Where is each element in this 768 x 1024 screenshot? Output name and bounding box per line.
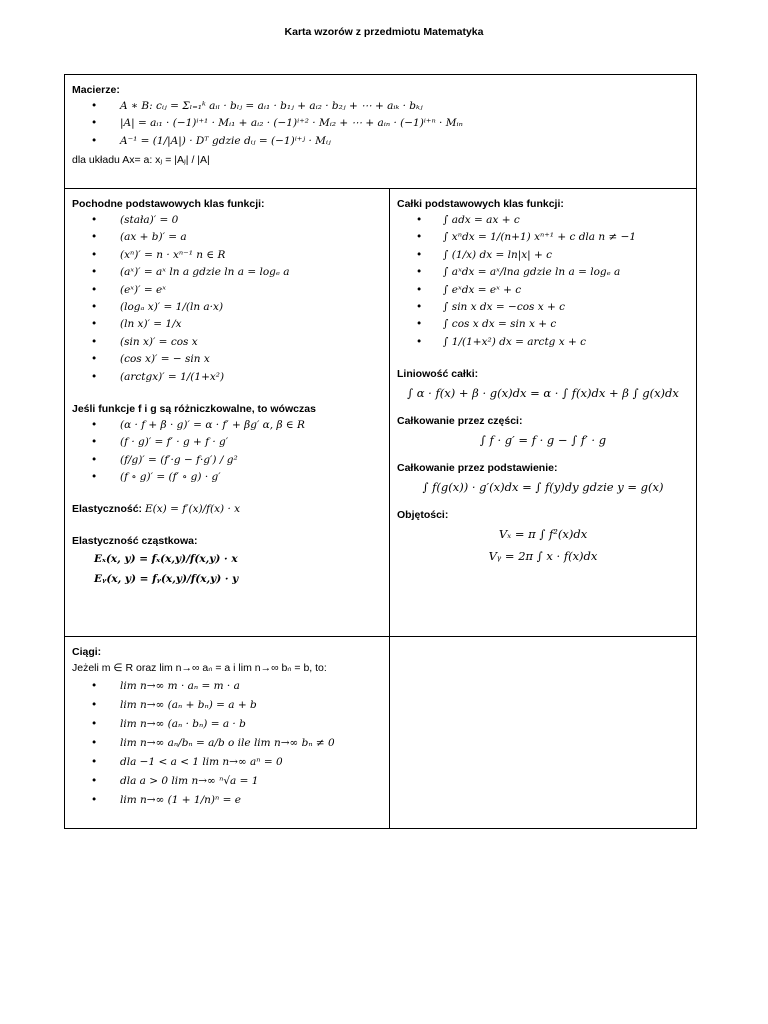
derivative-rule: • (f/g)′ = (f′·g − f·g′) / g² bbox=[72, 452, 382, 469]
integrals-section bbox=[390, 189, 696, 637]
linearity-heading: Liniowość całki: bbox=[397, 368, 479, 381]
inverse-matrix-formula: • A⁻¹ = (1/|A|) · Dᵀ gdzie dᵢⱼ = (−1)ⁱ⁺ʲ · Mᵢⱼ bbox=[72, 133, 689, 150]
elasticity-label: Elastyczność: bbox=[72, 502, 143, 515]
volume-formula-x: Vₓ = π ∫ f²(x)dx bbox=[498, 527, 588, 542]
elasticity-formula: E(x) = f′(x)/f(x) · x bbox=[144, 502, 241, 515]
limit-rule: • lim n→∞ aₙ/bₙ = a/b o ile lim n→∞ bₙ ≠ 0 bbox=[72, 734, 382, 753]
derivative-item: • (xⁿ)′ = n · xⁿ⁻¹ n ∈ R bbox=[72, 247, 382, 264]
substitution-heading: Całkowanie przez podstawienie: bbox=[397, 462, 558, 475]
limit-rule: • dla a > 0 lim n→∞ ⁿ√a = 1 bbox=[72, 772, 382, 791]
derivative-item: • (arctgx)′ = 1/(1+x²) bbox=[72, 369, 382, 386]
integral-item: • ∫ eˣdx = eˣ + c bbox=[397, 282, 689, 299]
integration-by-parts-formula: ∫ f · g′ = f · g − ∫ f′ · g bbox=[479, 433, 607, 448]
partial-elasticity-x: Eₓ(x, y) = fₓ(x,y)/f(x,y) · x bbox=[94, 552, 238, 565]
partial-elasticity-y: Eᵧ(x, y) = fᵧ(x,y)/f(x,y) · y bbox=[94, 572, 239, 585]
limit-rule: • lim n→∞ (aₙ + bₙ) = a + b bbox=[72, 696, 382, 715]
derivative-item: • (ln x)′ = 1/x bbox=[72, 316, 382, 333]
derivative-rule: • (f · g)′ = f′ · g + f · g′ bbox=[72, 434, 382, 451]
derivative-item: • (aˣ)′ = aˣ ln a gdzie ln a = logₑ a bbox=[72, 264, 382, 281]
derivatives-list bbox=[72, 212, 382, 386]
derivative-rule: • (α · f + β · g)′ = α · f′ + βg′ α, β ∈ R bbox=[72, 417, 382, 434]
integral-item: • ∫ xⁿdx = 1/(n+1) xⁿ⁺¹ + c dla n ≠ −1 bbox=[397, 229, 689, 246]
elasticity-row bbox=[72, 501, 382, 518]
matrix-product-formula: • A ∗ B: cᵢⱼ = Σₗ₌₁ᵏ aᵢₗ · bₗⱼ = aᵢ₁ · b₁ⱼ + aᵢ₂ · b₂ⱼ + ⋯ + aᵢₖ · bₖⱼ bbox=[72, 98, 689, 115]
substitution-formula: ∫ f(g(x)) · g′(x)dx = ∫ f(y)dy gdzie y = g(x) bbox=[422, 480, 664, 495]
derivative-item: • (ax + b)′ = a bbox=[72, 229, 382, 246]
derivatives-section bbox=[65, 189, 390, 637]
integral-item: • ∫ adx = ax + c bbox=[397, 212, 689, 229]
limit-rule: • lim n→∞ (aₙ · bₙ) = a · b bbox=[72, 715, 382, 734]
integral-item: • ∫ sin x dx = −cos x + c bbox=[397, 299, 689, 316]
derivatives-heading: Pochodne podstawowych klas funkcji: bbox=[72, 198, 265, 210]
sequences-section bbox=[65, 637, 390, 828]
matrices-section bbox=[65, 75, 696, 189]
linearity-formula: ∫ α · f(x) + β · g(x)dx = α · ∫ f(x)dx + β ∫ g(x)dx bbox=[407, 386, 679, 401]
derivative-rule: • (f ∘ g)′ = (f′ ∘ g) · g′ bbox=[72, 469, 382, 486]
derivative-item: • (eˣ)′ = eˣ bbox=[72, 282, 382, 299]
sequences-list bbox=[72, 677, 382, 810]
matrices-list bbox=[72, 98, 689, 150]
derivative-item: • (stała)′ = 0 bbox=[72, 212, 382, 229]
sequences-condition: Jeżeli m ∈ R oraz lim n→∞ aₙ = a i lim n→∞ bₙ = b, to: bbox=[72, 662, 327, 674]
derivative-rules-list bbox=[72, 417, 382, 487]
derivative-item: • (cos x)′ = − sin x bbox=[72, 351, 382, 368]
integral-item: • ∫ (1/x) dx = ln|x| + c bbox=[397, 247, 689, 264]
volume-formula-y: Vᵧ = 2π ∫ x · f(x)dx bbox=[488, 549, 598, 564]
integral-item: • ∫ aˣdx = aˣ/lna gdzie ln a = logₑ a bbox=[397, 264, 689, 281]
integral-item: • ∫ cos x dx = sin x + c bbox=[397, 316, 689, 333]
formula-sheet bbox=[64, 74, 697, 829]
integrals-list bbox=[397, 212, 689, 351]
determinant-formula: • |A| = aᵢ₁ · (−1)ⁱ⁺¹ · Mᵢ₁ + aᵢ₂ · (−1)ⁱ⁺² · Mᵢ₂ + ⋯ + aᵢₙ · (−1)ⁱ⁺ⁿ · Mᵢₙ bbox=[72, 115, 689, 132]
sequences-heading: Ciągi: bbox=[72, 646, 102, 658]
limit-rule: • lim n→∞ m · aₙ = m · a bbox=[72, 677, 382, 696]
derivative-item: • (logₐ x)′ = 1/(ln a·x) bbox=[72, 299, 382, 316]
partial-elasticity-heading: Elastyczność cząstkowa: bbox=[72, 534, 198, 547]
limit-rule: • dla −1 < a < 1 lim n→∞ aⁿ = 0 bbox=[72, 753, 382, 772]
integrals-heading: Całki podstawowych klas funkcji: bbox=[397, 198, 564, 210]
limit-rule: • lim n→∞ (1 + 1/n)ⁿ = e bbox=[72, 791, 382, 810]
volume-heading: Objętości: bbox=[397, 509, 449, 522]
matrices-heading: Macierze: bbox=[72, 84, 120, 96]
page-title: Karta wzorów z przedmiotu Matematyka bbox=[284, 26, 484, 38]
integral-item: • ∫ 1/(1+x²) dx = arctg x + c bbox=[397, 334, 689, 351]
integration-by-parts-heading: Całkowanie przez części: bbox=[397, 415, 523, 428]
derivative-item: • (sin x)′ = cos x bbox=[72, 334, 382, 351]
empty-cell bbox=[390, 637, 696, 828]
cramer-rule: dla układu Ax= a: xⱼ = |Aⱼ| / |A| bbox=[72, 154, 210, 167]
derivative-rules-heading: Jeśli funkcje f i g są różniczkowalne, to wówczas bbox=[72, 403, 316, 416]
